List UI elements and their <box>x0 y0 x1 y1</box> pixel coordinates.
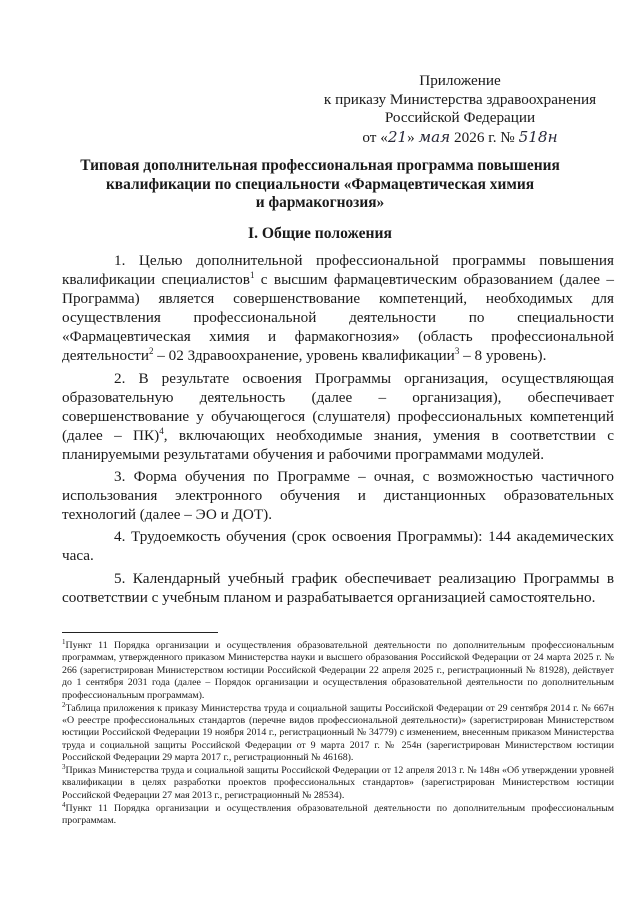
paragraph-1-text-c: – 02 Здравоохранение, уровень квалификации <box>153 347 455 365</box>
title-line-2: квалификации по специальности «Фармацевтическая химия <box>105 175 535 193</box>
paragraph-5: 5. Календарный учебный график обеспечивает реализацию Программы в соответствии с учебным планом и разрабатывается организацией самостоятельно. <box>62 569 614 606</box>
order-number-handwritten: 518н <box>518 127 558 146</box>
date-month-handwritten: мая <box>418 127 451 146</box>
paragraph-4: 4. Трудоемкость обучения (срок освоения Программы): 144 академических часа. <box>62 528 614 565</box>
footnote-1 <box>62 640 614 702</box>
paragraph-1 <box>62 251 614 366</box>
header-order-ref: к приказу Министерства здравоохранения <box>323 90 597 108</box>
footnote-4 <box>62 800 614 828</box>
footnote-mark-2: 2 <box>62 700 66 709</box>
footnote-3-text: Приказ Министерства труда и социальной защиты Российской Федерации от 12 апреля 2013 г. № 148н «Об утверждении уровней квалификации в целях разработки проектов профессиональных стандартов» (зарегистрирован Министерством юстиции Российской Федерации 27 мая 2013 г., регистрационный № 28534). <box>62 765 614 801</box>
paragraph-2 <box>62 369 614 464</box>
footnote-ref-1: 1 <box>249 270 255 281</box>
document-body <box>62 251 614 607</box>
date-day-handwritten: 21 <box>387 127 408 146</box>
title-line-3: и фармакогнозия» <box>255 194 385 211</box>
paragraph-1-text-d: – 8 уровень). <box>459 347 547 365</box>
footnote-mark-4: 4 <box>62 800 66 809</box>
document-header <box>300 72 620 147</box>
date-mid: » <box>407 128 415 146</box>
paragraph-1-text-b: с высшим фармацевтическим образованием (далее – Программа) является совершенствование компетенций, необходимых для осуществления профессиональной деятельности по специальности «Фармацевтическая химия и фармакогнозия» (область профессиональной деятельности <box>62 271 614 365</box>
paragraph-1-text-a: 1. Целью дополнительной профессиональной программы повышения квалификации специалистов <box>62 252 614 289</box>
title-line-1: Типовая дополнительная профессиональная программа повышения <box>80 157 560 174</box>
footnote-4-text: Пункт 11 Порядка организации и осуществления образовательной деятельности по дополнительным профессиональным программам. <box>62 802 614 827</box>
header-appendix: Приложение <box>419 72 501 89</box>
header-country: Российской Федерации <box>384 109 536 126</box>
header-date-line <box>300 128 620 148</box>
footnote-2-text: Таблица приложения к приказу Министерства труда и социальной защиты Российской Федерации от 29 сентября 2014 г. № 667н «О реестре профессиональных стандартов (перечне видов профессиональной деятельности)» (зарегистрирован Министерством юстиции Российской Федерации 19 ноября 2014 г., регистрационный № 34779) с изменением, внесенным приказом Министерства труда и социальной защиты Российской Федерации от 9 марта 2017 г. № 254н (зарегистрирован Министерством юстиции Российской Федерации 29 марта 2017 г., регистрационный № 46168). <box>62 702 614 764</box>
paragraph-3: 3. Форма обучения по Программе – очная, с возможностью частичного использования электронного обучения и дистанционных образовательных технологий (далее – ЭО и ДОТ). <box>62 468 614 524</box>
footnote-3 <box>62 765 614 802</box>
date-prefix: от « <box>362 128 388 146</box>
footnote-mark-3: 3 <box>62 763 66 772</box>
section-heading: I. Общие положения <box>248 225 392 242</box>
footnote-2 <box>62 700 614 765</box>
document-title <box>60 157 580 213</box>
footnote-separator <box>62 632 218 633</box>
footnote-ref-3: 3 <box>454 346 460 357</box>
footnote-ref-4: 4 <box>159 425 164 436</box>
footnotes <box>62 640 614 828</box>
date-year: 2026 г. № <box>454 128 515 146</box>
paragraph-2-text-a: 2. В результате освоения Программы организация, осуществляющая образовательную деятельность (далее – организация), обеспечивает совершенствование у обучающегося (слушателя) профессиональных компетенций (далее – ПК) <box>62 369 614 444</box>
footnote-ref-2: 2 <box>148 346 154 357</box>
paragraph-2-text-b: , включающих необходимые знания, умения в соответствии с планируемыми результатами обучения и рабочими программами модулей. <box>62 426 614 463</box>
footnote-mark-1: 1 <box>62 638 66 646</box>
footnote-1-text: Пункт 11 Порядка организации и осуществления образовательной деятельности по дополнительным профессиональным программам, утвержденного приказом Министерства науки и высшего образования Российской Федерации от 24 марта 2025 г. № 266 (зарегистрирован Министерством юстиции Российской Федерации 22 апреля 2025 г., регистрационный № 81928), действует до 1 сентября 2031 года (далее – Порядок организации и осуществления образовательной деятельности по дополнительным профессиональным программам). <box>62 640 614 701</box>
